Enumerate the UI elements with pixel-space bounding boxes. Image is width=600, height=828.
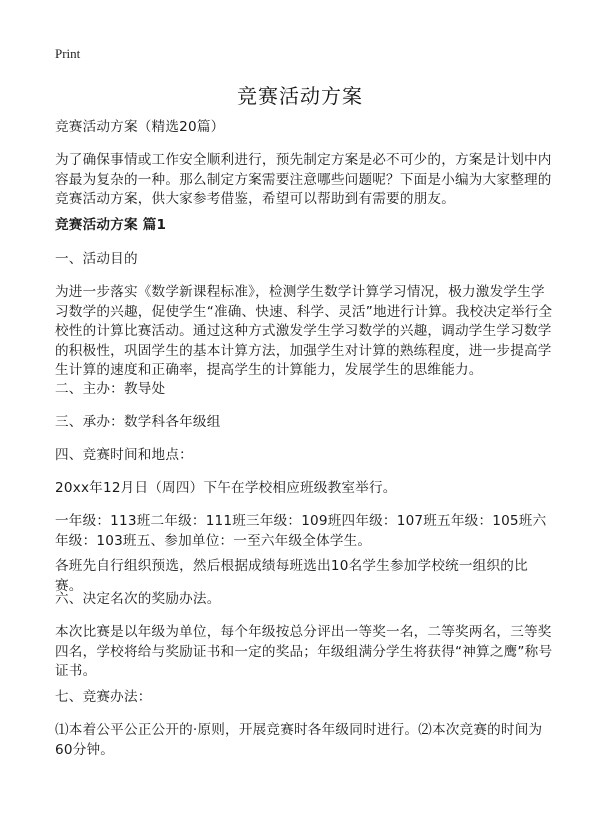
time-place-heading: 四、竞赛时间和地点： <box>55 447 193 463</box>
host-line: 二、主办：教导处 <box>55 381 166 397</box>
awards-body: 本次比赛是以年级为单位，每个年级按总分评出一等奖一名，二等奖两名，三等奖四名，学校将给与奖励证书和一定的奖品；年级组满分学生将获得“神算之鹰”称号证书。 <box>55 624 553 679</box>
purpose-body: 为进一步落实《数学新课程标准》，检测学生数学计算学习情况，极力激发学生学习数学的兴趣，促使学生“准确、快速、科学、灵活”地进行计算。我校决定举行全校性的计算比赛活动。通过这种方式激发学生学习数学的兴趣，调动学生学习数学的积极性，巩固学生的基本计算方法，加强学生对计算的熟练程度，进一步提高学生计算的速度和正确率，提高学生的计算能力，发展学生的思维能力。 <box>55 284 553 378</box>
intro-paragraph: 为了确保事情或工作安全顺利进行，预先制定方案是必不可少的，方案是计划中内容最为复杂的一种。那么制定方案需要注意哪些问题呢？下面是小编为大家整理的竞赛活动方案，供大家参考借鉴，希望可以帮助到有需要的朋友。 <box>55 152 552 207</box>
grades-paragraph: 一年级：113班二年级：111班三年级：109班四年级：107班五年级：105班六年级：103班五、参加单位：一至六年级全体学生。 <box>55 513 547 549</box>
method-heading: 七、竞赛办法： <box>55 689 152 705</box>
print-label[interactable]: Print <box>55 46 81 61</box>
awards-heading: 六、决定名次的奖励办法。 <box>55 591 221 607</box>
document-title: 竞赛活动方案 <box>237 84 363 108</box>
document-subtitle: 竞赛活动方案（精选20篇） <box>55 119 225 135</box>
selection-paragraph: 各班先自行组织预选，然后根据成绩每班选出10名学生参加学校统一组织的比赛。 <box>55 558 528 594</box>
organizer-line: 三、承办：数学科各年级组 <box>55 414 221 430</box>
section-heading: 竞赛活动方案 篇1 <box>55 217 167 233</box>
method-body: ⑴本着公平公正公开的·原则，开展竞赛时各年级同时进行。⑵本次竞赛的时间为60分钟。 <box>55 722 543 758</box>
purpose-heading: 一、活动目的 <box>55 251 138 267</box>
time-place-body: 20xx年12月日（周四）下午在学校相应班级教室举行。 <box>55 480 397 496</box>
